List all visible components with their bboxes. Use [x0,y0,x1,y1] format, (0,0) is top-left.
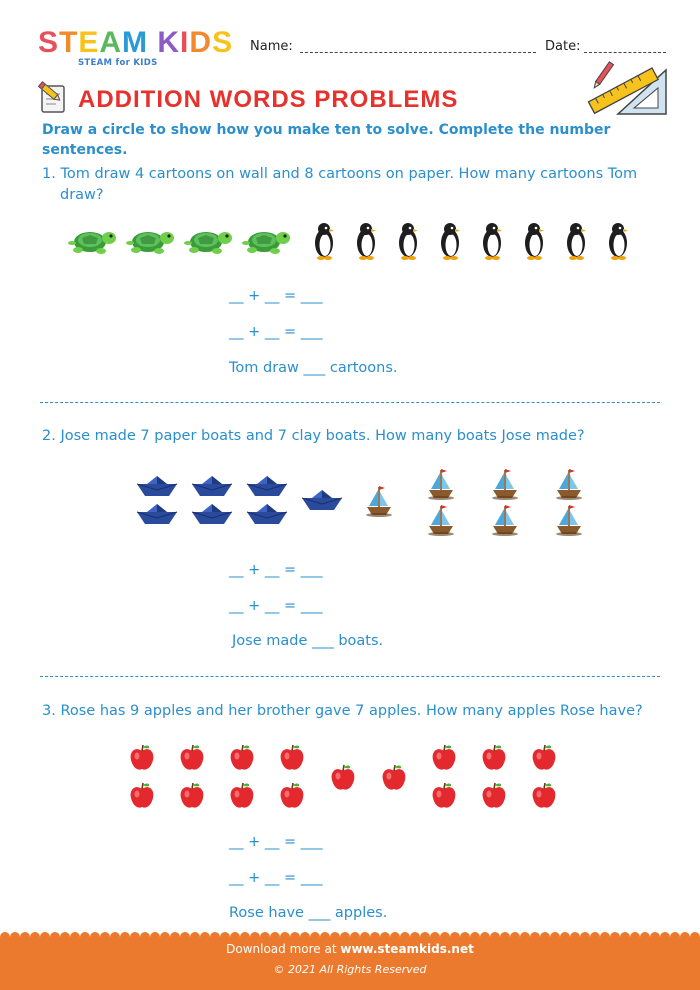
apple-icon [229,782,255,810]
question-2-equation-1[interactable]: __ + __ = ___ [229,562,323,578]
name-label: Name: [250,39,293,54]
logo-letter: K [157,26,181,59]
name-field[interactable] [300,52,536,53]
question-2-equation-2[interactable]: __ + __ = ___ [229,598,323,614]
apple-icon [531,782,557,810]
apple-icon [431,782,457,810]
turtle-icon [242,223,292,257]
turtle-icon [184,223,234,257]
apple-icon [330,764,356,792]
logo-letter: S [38,26,60,59]
apple-icon [129,744,155,772]
logo-letter: T [59,26,79,59]
sailboat-icon [554,504,584,536]
footer-download[interactable] [0,942,700,956]
instructions: Draw a circle to show how you make ten to solve. Complete the number sentences. [42,122,611,158]
logo-letter: A [99,26,123,59]
logo [38,28,233,58]
penguin-icon [522,221,546,261]
apple-icon [279,744,305,772]
question-1-answer[interactable]: Tom draw ___ cartoons. [229,360,398,376]
penguin-icon [438,221,462,261]
sailboat-icon [426,504,456,536]
logo-letter: E [78,26,100,59]
question-3-equation-2[interactable]: __ + __ = ___ [229,870,323,886]
paper-boat-icon [245,476,289,500]
footer-copyright: © 2021 All Rights Reserved [273,963,427,976]
apple-icon [481,744,507,772]
apple-icon [179,744,205,772]
pencil-paper-icon [36,80,70,114]
turtle-icon [126,223,176,257]
paper-boat-icon [300,490,344,514]
apple-icon [279,782,305,810]
question-3-equation-1[interactable]: __ + __ = ___ [229,834,323,850]
question-3-text: 3. Rose has 9 apples and her brother gave 7 apples. How many apples Rose have? [42,703,643,719]
apple-icon [531,744,557,772]
question-1-equation-2[interactable]: __ + __ = ___ [229,324,323,340]
date-label: Date: [545,39,581,54]
apple-icon [431,744,457,772]
divider [40,402,660,403]
turtle-icon [68,223,118,257]
question-2-text: 2. Jose made 7 paper boats and 7 clay boats. How many boats Jose made? [42,428,585,444]
question-1-text: 1. Tom draw 4 cartoons on wall and 8 cartoons on paper. How many cartoons Tom draw? [42,166,638,203]
penguin-icon [480,221,504,261]
sailboat-icon [490,468,520,500]
paper-boat-icon [135,504,179,528]
logo-letter: D [189,26,213,59]
logo-letter: M [122,26,149,59]
penguin-icon [354,221,378,261]
paper-boat-icon [135,476,179,500]
logo-letter: I [180,26,190,59]
apple-icon [179,782,205,810]
apple-icon [481,782,507,810]
sailboat-icon [364,485,394,517]
penguin-icon [312,221,336,261]
paper-boat-icon [190,476,234,500]
logo-letter: S [212,26,234,59]
logo-letter [148,28,157,58]
paper-boat-icon [245,504,289,528]
penguin-icon [606,221,630,261]
sailboat-icon [554,468,584,500]
ruler-set-square-icon [584,60,668,116]
paper-boat-icon [190,504,234,528]
footer-download-prefix: Download more at [226,942,337,956]
date-field[interactable] [584,52,666,53]
question-1-equation-1[interactable]: __ + __ = ___ [229,288,323,304]
sailboat-icon [426,468,456,500]
apple-icon [129,782,155,810]
logo-subtitle: STEAM for KIDS [78,58,158,68]
question-2-answer[interactable]: Jose made ___ boats. [232,633,384,649]
page-title: ADDITION WORDS PROBLEMS [78,86,459,113]
footer-site-link[interactable]: www.steamkids.net [340,942,474,956]
apple-icon [381,764,407,792]
penguin-icon [564,221,588,261]
apple-icon [229,744,255,772]
sailboat-icon [490,504,520,536]
question-3-answer[interactable]: Rose have ___ apples. [229,905,388,921]
divider [40,676,660,677]
penguin-icon [396,221,420,261]
